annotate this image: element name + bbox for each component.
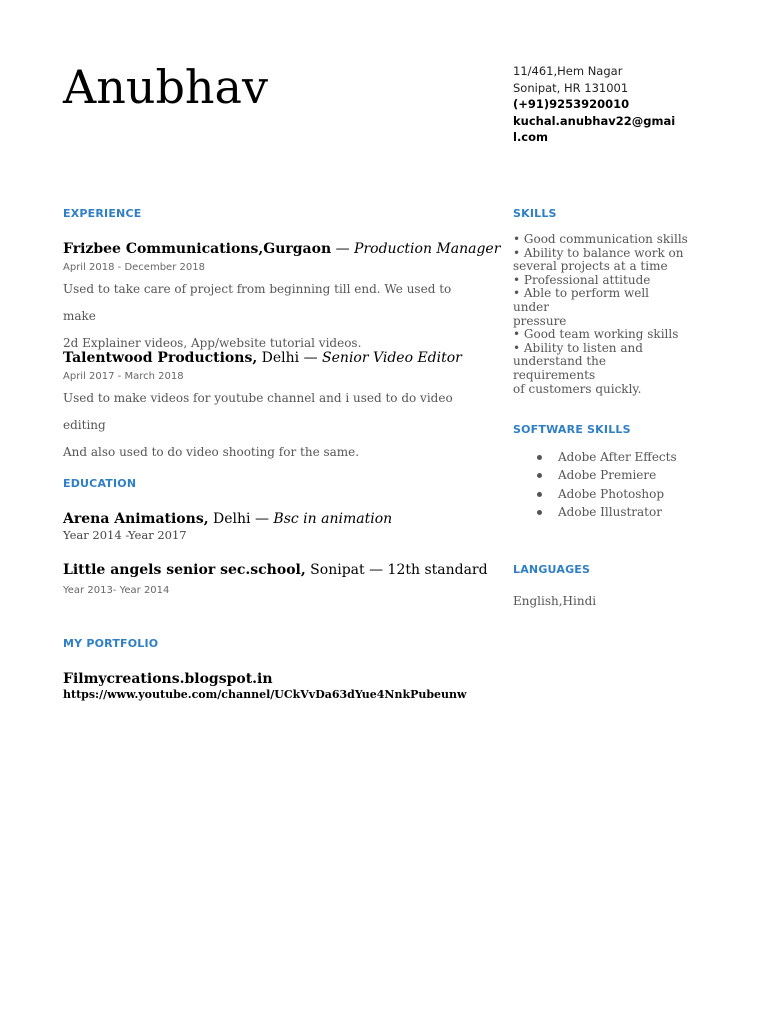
skills-line: • Able to perform well under bbox=[513, 286, 650, 314]
job-dates: April 2017 - March 2018 bbox=[63, 371, 184, 382]
software-skills-list bbox=[537, 448, 677, 521]
degree: Bsc in animation bbox=[273, 511, 393, 527]
job-dates: April 2018 - December 2018 bbox=[63, 262, 205, 273]
bullet-icon bbox=[537, 473, 542, 478]
education-heading: EDUCATION bbox=[63, 477, 137, 490]
title-separator: — bbox=[299, 350, 323, 366]
skills-line: pressure bbox=[513, 313, 567, 328]
languages-text: English,Hindi bbox=[513, 594, 597, 608]
education-dates: Year 2014 -Year 2017 bbox=[63, 528, 187, 542]
software-skill: Adobe Illustrator bbox=[558, 504, 662, 519]
skills-line: • Good communication skills bbox=[513, 232, 688, 246]
list-item bbox=[537, 503, 677, 521]
skills-line: several projects at a time bbox=[513, 259, 668, 274]
email-address[interactable]: kuchal.anubhav22@gmail.com bbox=[513, 113, 676, 144]
education-title-line bbox=[63, 510, 473, 528]
skills-line: • Ability to listen and bbox=[513, 340, 643, 355]
job-role: Production Manager bbox=[354, 241, 501, 257]
languages-heading: LANGUAGES bbox=[513, 563, 591, 576]
list-item bbox=[537, 466, 677, 484]
job-title-line bbox=[63, 240, 501, 258]
job-role: Senior Video Editor bbox=[322, 350, 462, 366]
bullet-icon bbox=[537, 455, 542, 460]
education-title-line bbox=[63, 561, 488, 579]
school-name: Arena Animations, bbox=[63, 511, 209, 527]
title-separator: — bbox=[250, 511, 274, 527]
skills-line: understand the requirements bbox=[513, 354, 606, 382]
job-description bbox=[63, 276, 473, 357]
experience-heading: EXPERIENCE bbox=[63, 207, 142, 220]
portfolio-heading: MY PORTFOLIO bbox=[63, 637, 159, 650]
title-separator: — bbox=[364, 562, 388, 578]
school-name: Little angels senior sec.school, bbox=[63, 562, 306, 578]
experience-item bbox=[63, 349, 473, 466]
job-title-line bbox=[63, 349, 473, 367]
job-description-line: Used to make videos for youtube channel and i used to do video editing bbox=[63, 391, 453, 432]
job-description-line: And also used to do video shooting for the same. bbox=[63, 445, 360, 459]
experience-item bbox=[63, 240, 501, 357]
education-dates: Year 2013- Year 2014 bbox=[63, 585, 170, 596]
skills-list bbox=[513, 233, 688, 396]
portfolio-blog-link[interactable]: Filmycreations.blogspot.in bbox=[63, 671, 273, 687]
bullet-icon bbox=[537, 510, 542, 515]
address-line-1: 11/461,Hem Nagar bbox=[513, 64, 623, 78]
school-location: Sonipat bbox=[305, 562, 365, 578]
job-description-line: 2d Explainer videos, App/website tutorial videos. bbox=[63, 336, 362, 350]
job-description-line: Used to take care of project from beginning till end. We used to make bbox=[63, 282, 452, 323]
school-location: Delhi bbox=[208, 511, 251, 527]
list-item bbox=[537, 485, 677, 503]
job-org: Talentwood Productions, bbox=[63, 350, 258, 366]
address-line-2: Sonipat, HR 131001 bbox=[513, 80, 629, 95]
software-skills-heading: SOFTWARE SKILLS bbox=[513, 423, 631, 436]
list-item bbox=[537, 448, 677, 466]
skills-line: • Good team working skills bbox=[513, 327, 679, 342]
education-item bbox=[63, 561, 488, 597]
skills-line: • Ability to balance work on bbox=[513, 245, 684, 260]
phone-number: (+91)9253920010 bbox=[513, 97, 630, 111]
skills-line: • Professional attitude bbox=[513, 272, 651, 287]
contact-block bbox=[513, 63, 683, 146]
software-skill: Adobe After Effects bbox=[558, 450, 677, 464]
skills-line: of customers quickly. bbox=[513, 381, 642, 396]
education-item bbox=[63, 510, 473, 542]
skills-heading: SKILLS bbox=[513, 207, 557, 220]
software-skill: Adobe Premiere bbox=[558, 468, 657, 483]
job-location: Delhi bbox=[257, 350, 300, 366]
software-skill: Adobe Photoshop bbox=[558, 486, 665, 501]
degree: 12th standard bbox=[387, 562, 488, 578]
title-separator: — bbox=[331, 241, 355, 257]
job-org: Frizbee Communications,Gurgaon bbox=[63, 241, 332, 257]
portfolio-youtube-link[interactable]: https://www.youtube.com/channel/UCkVvDa63dYue4NnkPubeunw bbox=[63, 688, 467, 701]
job-description bbox=[63, 385, 473, 466]
bullet-icon bbox=[537, 492, 542, 497]
resume-name: Anubhav bbox=[63, 60, 268, 114]
